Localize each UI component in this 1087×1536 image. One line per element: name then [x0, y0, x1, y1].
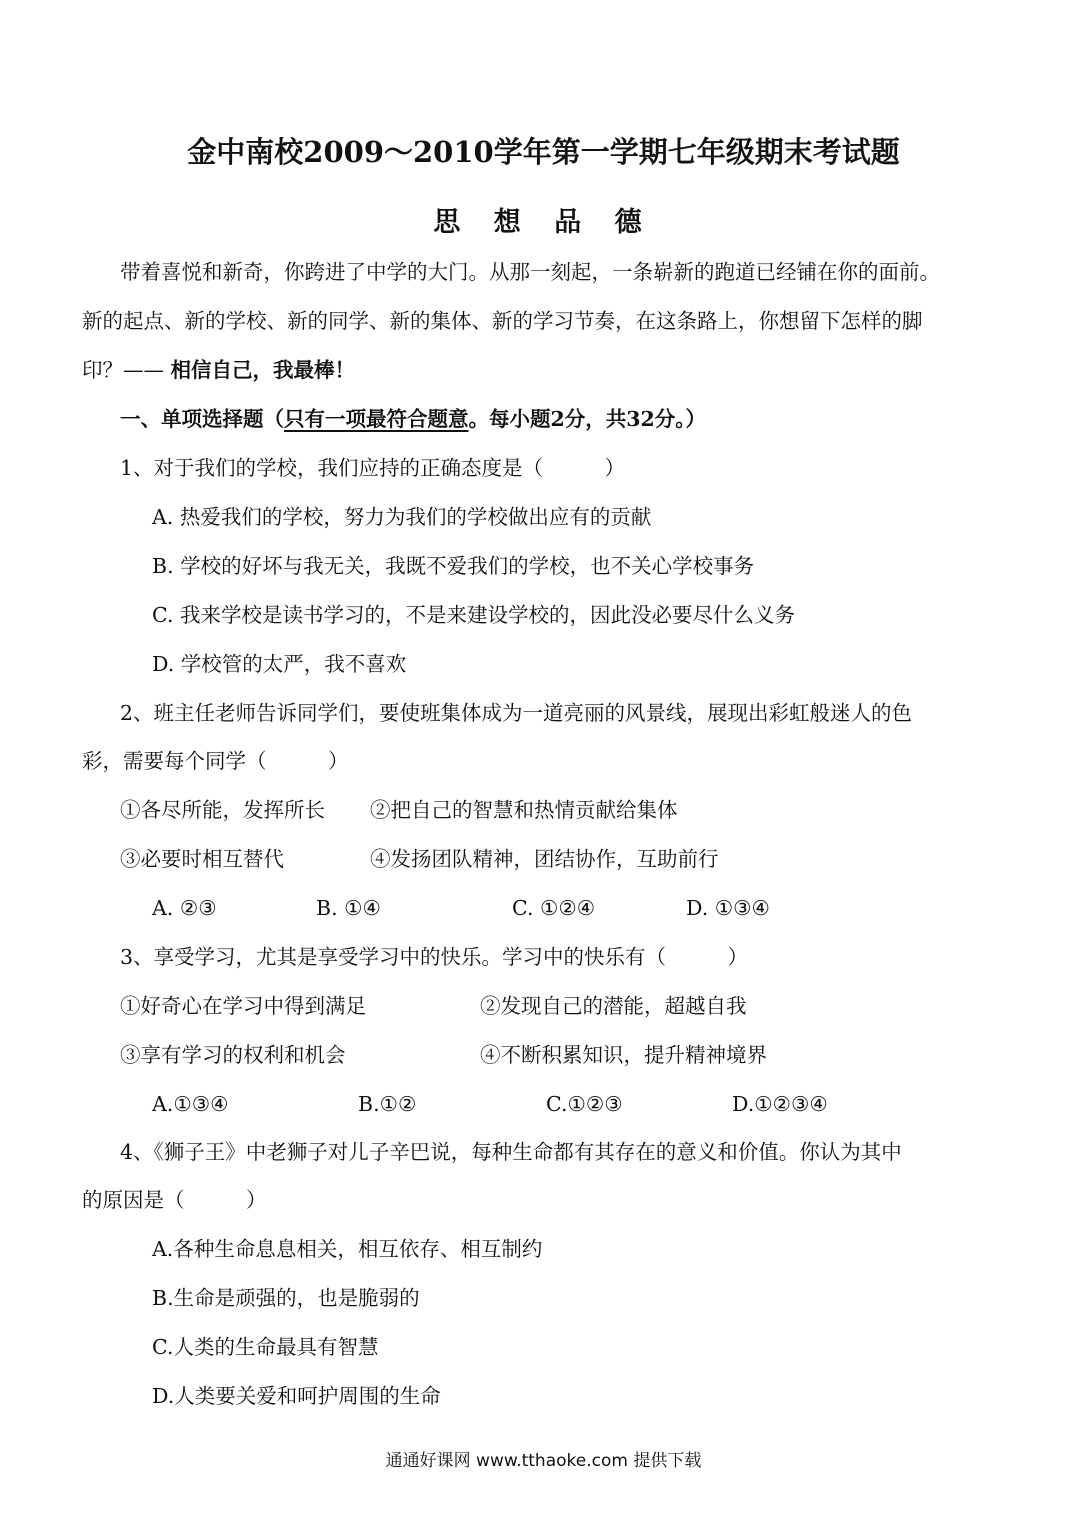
- question-4-stem-line-2: 的原因是（ ）: [82, 1188, 267, 1212]
- question-4-stem-line-1: 4、《狮子王》中老狮子对儿子辛巴说，每种生命都有其存在的意义和价值。你认为其中: [120, 1140, 902, 1164]
- question-2-choice-c: C. ①②④: [512, 896, 596, 920]
- exam-title: 金中南校2009～2010学年第一学期七年级期末考试题: [187, 135, 900, 169]
- question-2-item-3: ③必要时相互替代: [120, 847, 284, 871]
- download-footer: 通通好课网 www.tthaoke.com 提供下载: [385, 1451, 702, 1471]
- question-4-option-d: D.人类要关爱和呵护周围的生命: [152, 1384, 441, 1408]
- question-1-option-b: B. 学校的好坏与我无关，我既不爱我们的学校，也不关心学校事务: [152, 554, 755, 578]
- question-2-choice-d: D. ①③④: [686, 896, 770, 920]
- question-2-item-4: ④发扬团队精神，团结协作，互助前行: [370, 847, 719, 871]
- question-4-option-c: C.人类的生命最具有智慧: [152, 1335, 379, 1359]
- question-1-stem: 1、对于我们的学校，我们应持的正确态度是（ ）: [120, 456, 626, 480]
- question-3-choice-b: B.①②: [358, 1092, 417, 1116]
- intro-line-1: 带着喜悦和新奇，你跨进了中学的大门。从那一刻起，一条崭新的跑道已经铺在你的面前。: [120, 260, 940, 284]
- intro-line-3-prefix: 印？——: [82, 358, 164, 382]
- intro-motto: 相信自己，我最棒！: [170, 358, 356, 382]
- question-2-item-1: ①各尽所能，发挥所长: [120, 798, 325, 822]
- question-1-option-a: A. 热爱我们的学校，努力为我们的学校做出应有的贡献: [152, 505, 652, 529]
- question-2-choice-a: A. ②③: [152, 896, 217, 920]
- question-1-option-d: D. 学校管的太严，我不喜欢: [152, 652, 407, 676]
- question-2-item-2: ②把自己的智慧和热情贡献给集体: [370, 798, 678, 822]
- question-3-choice-a: A.①③④: [152, 1092, 229, 1116]
- question-3-item-4: ④不断积累知识，提升精神境界: [480, 1043, 767, 1067]
- question-3-item-1: ①好奇心在学习中得到满足: [120, 994, 366, 1018]
- section-heading-suffix: 。每小题2分，共32分。）: [468, 407, 707, 431]
- question-2-choice-b: B. ①④: [316, 896, 381, 920]
- question-2-stem-line-2: 彩，需要每个同学（ ）: [82, 749, 349, 773]
- section-heading: [120, 404, 1050, 434]
- question-4-option-b: B.生命是顽强的，也是脆弱的: [152, 1286, 420, 1310]
- question-1-option-c: C. 我来学校是读书学习的，不是来建设学校的，因此没必要尽什么义务: [152, 603, 795, 627]
- section-heading-underlined: 只有一项最符合题意: [284, 407, 469, 431]
- intro-line-2: 新的起点、新的学校、新的同学、新的集体、新的学习节奏，在这条路上，你想留下怎样的脚: [82, 309, 923, 333]
- question-3-choice-d: D.①②③④: [732, 1092, 828, 1116]
- question-3-choice-c: C.①②③: [546, 1092, 623, 1116]
- question-3-item-2: ②发现自己的潜能，超越自我: [480, 994, 747, 1018]
- question-4-option-a: A.各种生命息息相关，相互依存、相互制约: [152, 1237, 543, 1261]
- question-3-item-3: ③享有学习的权利和机会: [120, 1043, 346, 1067]
- question-3-stem: 3、享受学习，尤其是享受学习中的快乐。学习中的快乐有（ ）: [120, 945, 749, 969]
- question-2-stem-line-1: 2、班主任老师告诉同学们，要使班集体成为一道亮丽的风景线，展现出彩虹般迷人的色: [120, 701, 913, 725]
- section-heading-prefix: 一、单项选择题（: [120, 407, 284, 431]
- subject-title: 思 想 品 德: [433, 207, 654, 238]
- intro-line-3: [82, 355, 1012, 385]
